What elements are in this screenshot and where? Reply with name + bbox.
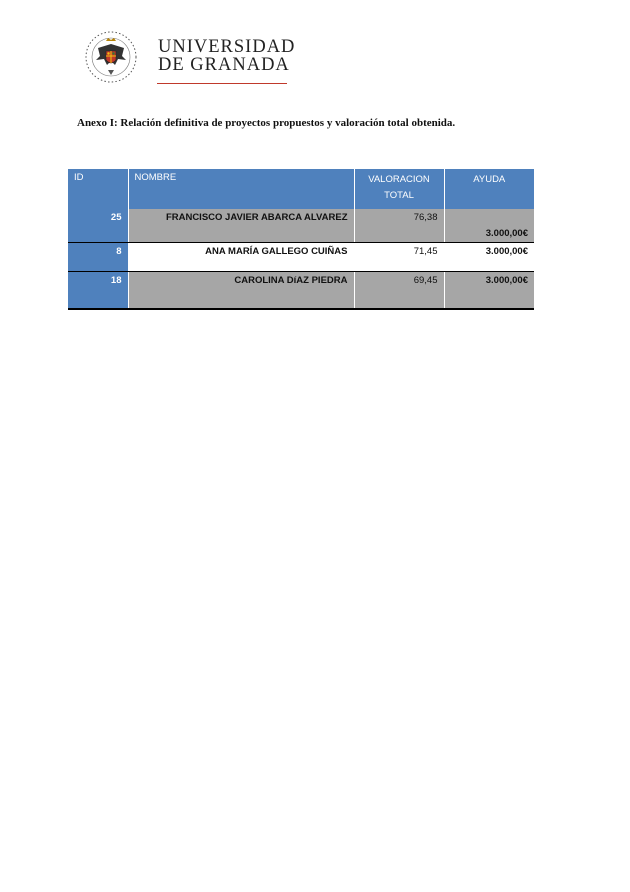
projects-table: [68, 169, 534, 310]
column-header-ayuda: AYUDA: [444, 169, 534, 209]
row-ayuda: 3.000,00€: [444, 209, 534, 243]
row-id: 8: [68, 243, 128, 272]
university-name-line1: UNIVERSIDAD: [158, 37, 296, 57]
row-valoracion: 71,45: [354, 243, 444, 272]
column-header-valoracion: VALORACION TOTAL: [354, 169, 444, 209]
table-row: [68, 209, 534, 243]
row-name: ANA MARÍA GALLEGO CUIÑAS: [128, 243, 354, 272]
university-logo: [84, 30, 294, 88]
table-header-row: [68, 169, 534, 209]
row-valoracion: 76,38: [354, 209, 444, 243]
table-row: [68, 272, 534, 310]
column-header-id: ID: [68, 169, 128, 209]
row-name: CAROLINA DíAZ PIEDRA: [128, 272, 354, 310]
row-valoracion: 69,45: [354, 272, 444, 310]
row-id: 18: [68, 272, 128, 310]
logo-divider: [157, 83, 287, 84]
column-header-name: NOMBRE: [128, 169, 354, 209]
university-seal-icon: [84, 30, 138, 84]
row-id: 25: [68, 209, 128, 243]
row-ayuda: 3.000,00€: [444, 272, 534, 310]
table-row: [68, 243, 534, 272]
row-ayuda: 3.000,00€: [444, 243, 534, 272]
university-name-line2: DE GRANADA: [158, 55, 290, 75]
annex-title: Anexo I: Relación definitiva de proyectos propuestos y valoración total obtenida.: [77, 117, 456, 129]
university-name: [158, 38, 295, 74]
row-name: FRANCISCO JAVIER ABARCA ALVAREZ: [128, 209, 354, 243]
